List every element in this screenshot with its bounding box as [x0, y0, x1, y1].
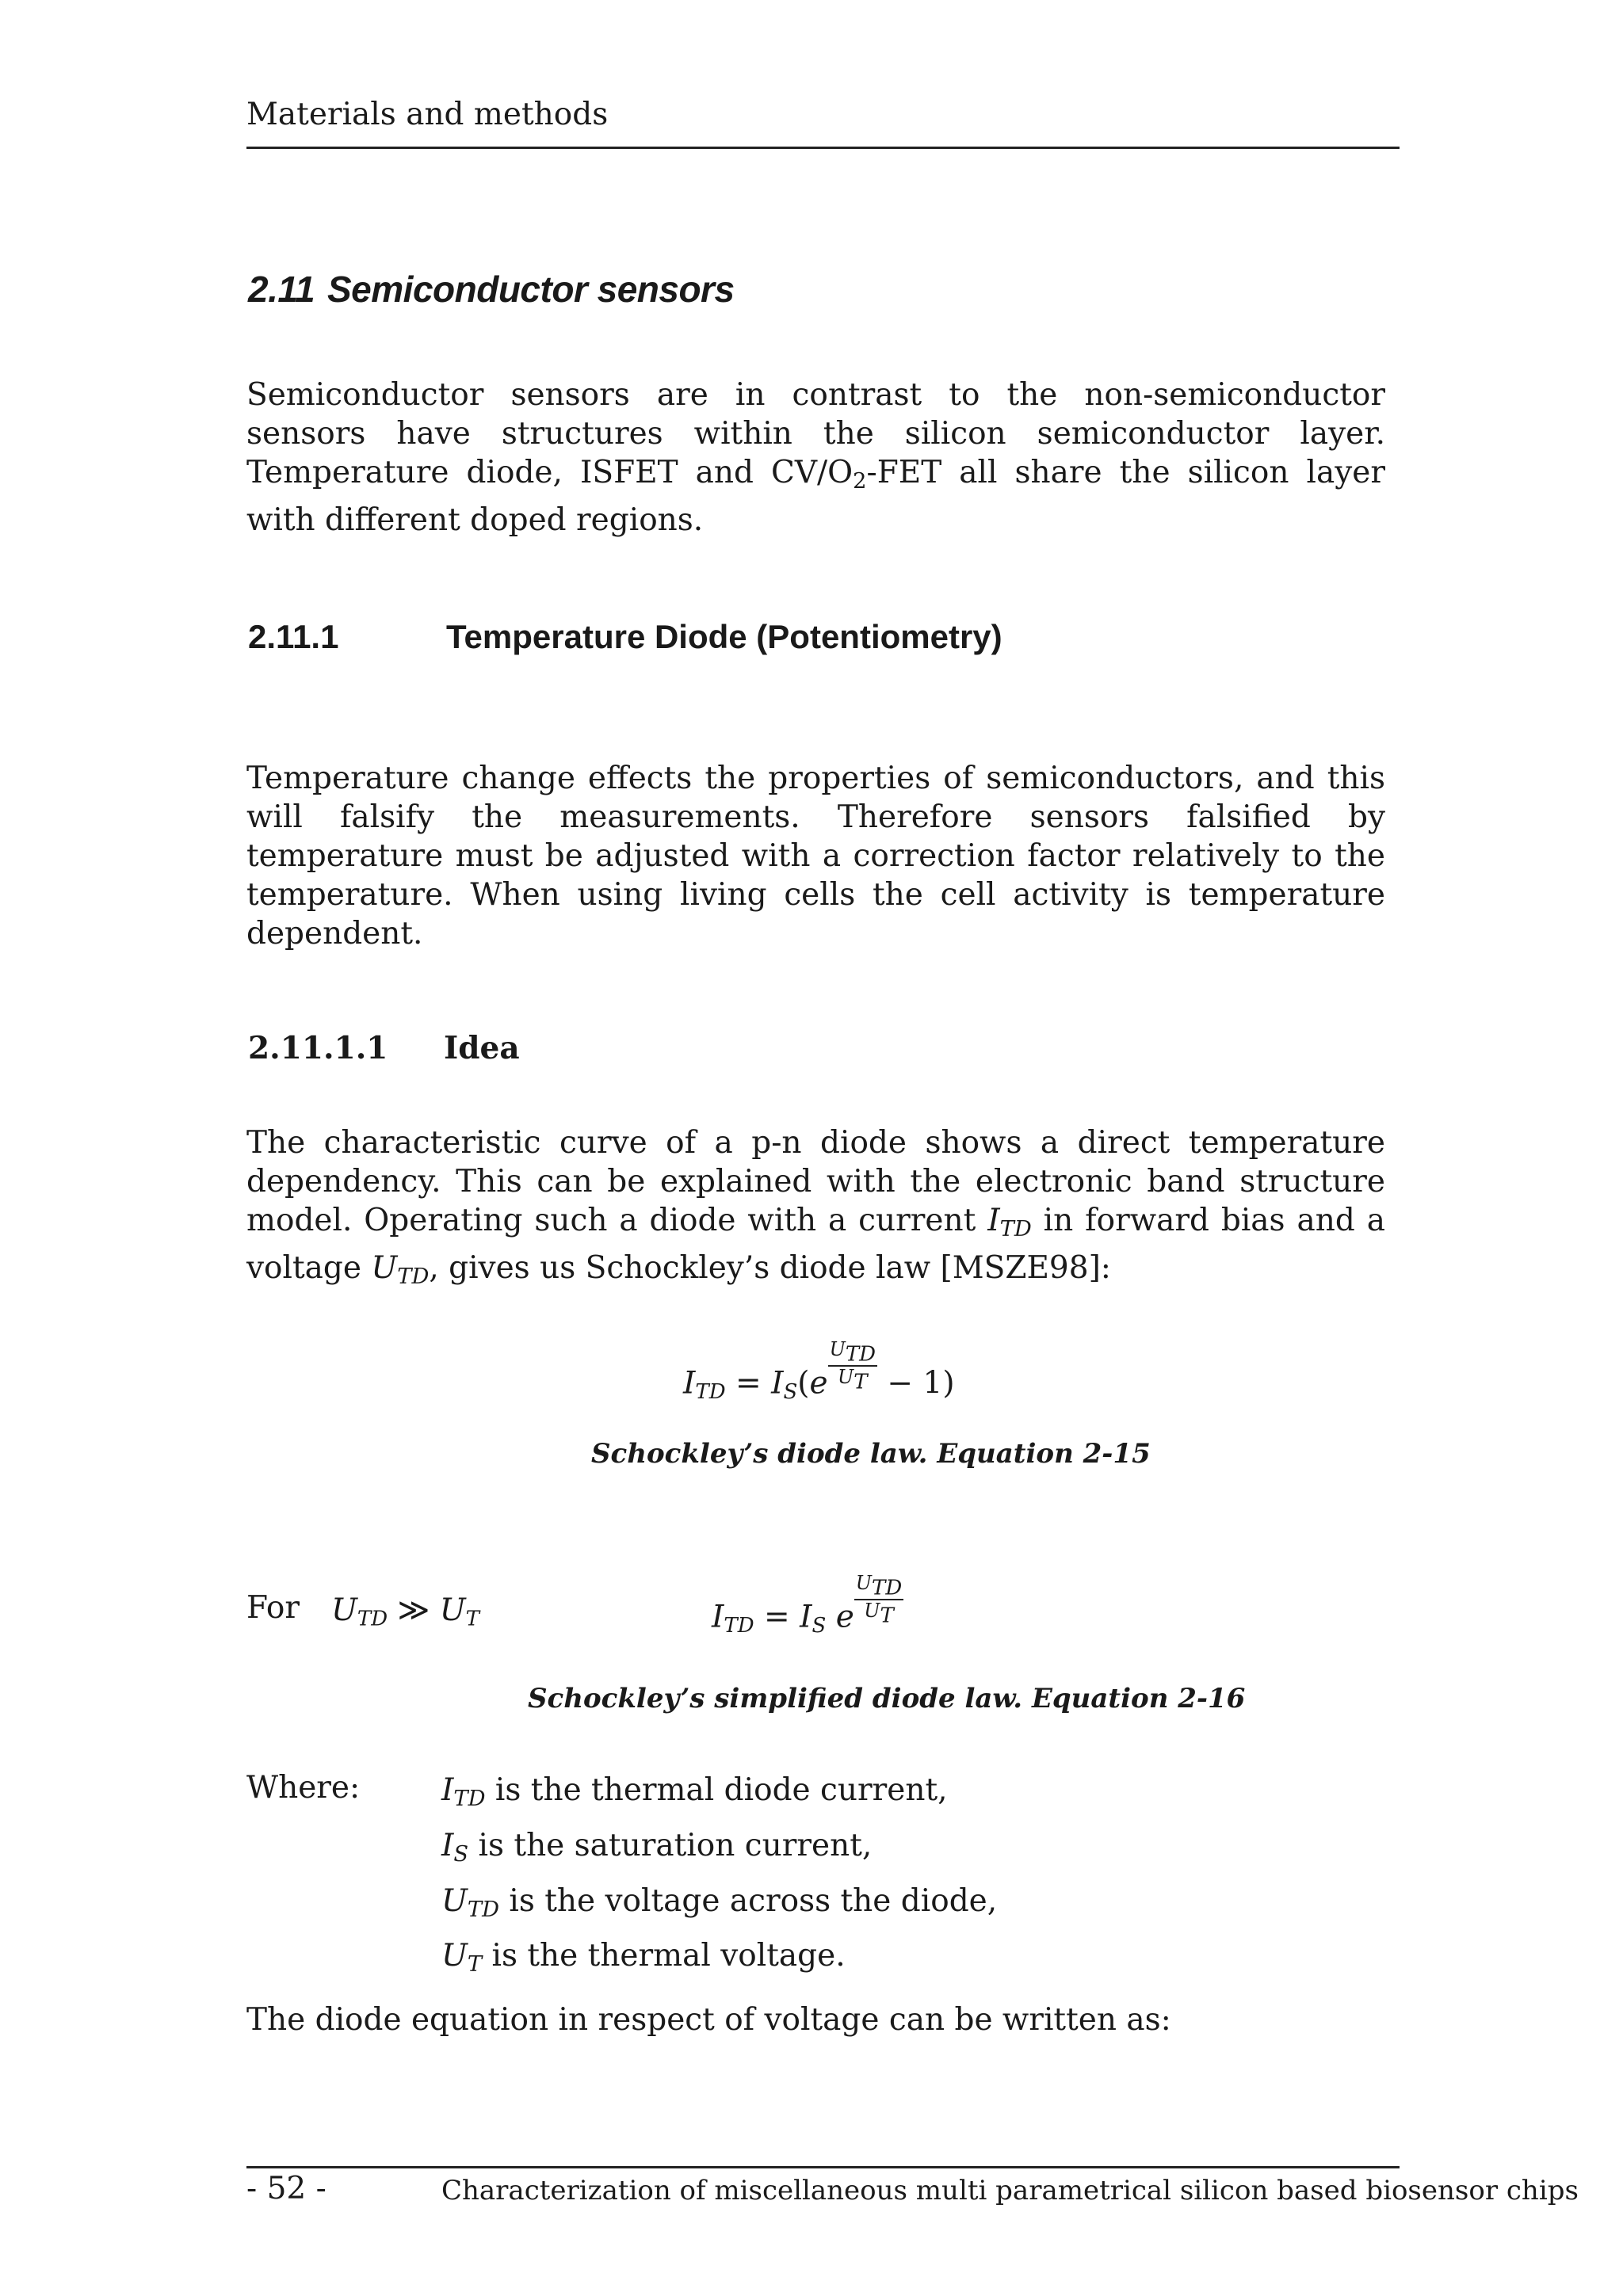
exponent-fraction: $\frac{U_{TD}}{U_T}$	[829, 1338, 876, 1394]
header-rule	[246, 147, 1400, 149]
idea-text-c: , gives us Schockley’s diode law [MSZE98]:	[429, 1249, 1111, 1286]
section-heading	[248, 268, 735, 311]
footer-book-title: Characterization of miscellaneous multi parametrical silicon based biosensor chips	[441, 2175, 1579, 2206]
equation-caption-2: Schockley’s simplified diode law. Equation 2-16	[528, 1683, 1246, 1714]
equation-simplified: $I_{TD} = I_S$ e $\frac{U_{TD}}{U_T}$	[712, 1572, 903, 1638]
equation-shockley: $I_{TD} = I_S(e$ $\frac{U_{TD}}{U_T}$ − 1)	[683, 1338, 955, 1405]
subsubsection-title: Idea	[444, 1030, 520, 1066]
definition-ut: $U_T$ is the thermal voltage.	[441, 1938, 846, 1978]
intro-subscript: 2	[853, 468, 867, 494]
condition-utd-gg-ut: $U_{TD}$ ≫ $U_T$	[331, 1592, 479, 1631]
section-number: 2.11	[248, 269, 315, 310]
idea-paragraph	[246, 1123, 1385, 1296]
equation-caption-1: Schockley’s diode law. Equation 2-15	[591, 1438, 1151, 1470]
closing-sentence: The diode equation in respect of voltage can be written as:	[246, 2002, 1171, 2038]
symbol-itd: $I_{TD}$	[987, 1203, 1032, 1241]
footer-rule	[246, 2166, 1400, 2168]
idea-text-a: The characteristic curve of a p-n diode shows a direct temperature dependency. This can be explained with the electronic band structure model. Operating such a diode with a current	[246, 1125, 1385, 1238]
subsection-text: Temperature change effects the properties of semiconductors, and this will falsify the measurements. Therefore sensors falsified by temperature must be adjusted with a correction factor relatively to the temperature. When using living cells the cell activity is temperature dependent.	[246, 761, 1385, 952]
subsubsection-number: 2.11.1.1	[248, 1030, 388, 1066]
definition-is: $I_S$ is the saturation current,	[441, 1827, 873, 1867]
where-label: Where:	[246, 1770, 361, 1806]
intro-text-end: -FET all share the silicon layer with different doped regions.	[246, 455, 1385, 538]
definition-utd: $U_{TD}$ is the voltage across the diode,	[441, 1882, 998, 1922]
for-label: For	[246, 1590, 300, 1626]
definition-itd: $I_{TD}$ is the thermal diode current,	[441, 1772, 948, 1811]
subsubsection-heading	[248, 1030, 520, 1066]
running-header: Materials and methods	[246, 97, 609, 132]
subsection-number: 2.11.1	[248, 618, 339, 655]
subsection-heading	[248, 618, 1002, 656]
symbol-utd: $U_{TD}$	[371, 1249, 430, 1289]
idea-text-b: in forward bias and a voltage	[246, 1203, 1386, 1286]
subsection-title: Temperature Diode (Potentiometry)	[446, 618, 1002, 655]
intro-text: Semiconductor sensors are in contrast to the non-semiconductor sensors have structures within the silicon semiconductor layer. Temperature diode, ISFET and CV/O	[246, 377, 1385, 490]
exponent-fraction-2: $\frac{U_{TD}}{U_T}$	[855, 1572, 903, 1627]
section-title: Semiconductor sensors	[327, 269, 735, 310]
page-number: - 52 -	[246, 2171, 327, 2206]
variable-definitions	[441, 1767, 997, 1988]
subsection-paragraph	[246, 759, 1385, 953]
section-intro	[246, 376, 1385, 540]
